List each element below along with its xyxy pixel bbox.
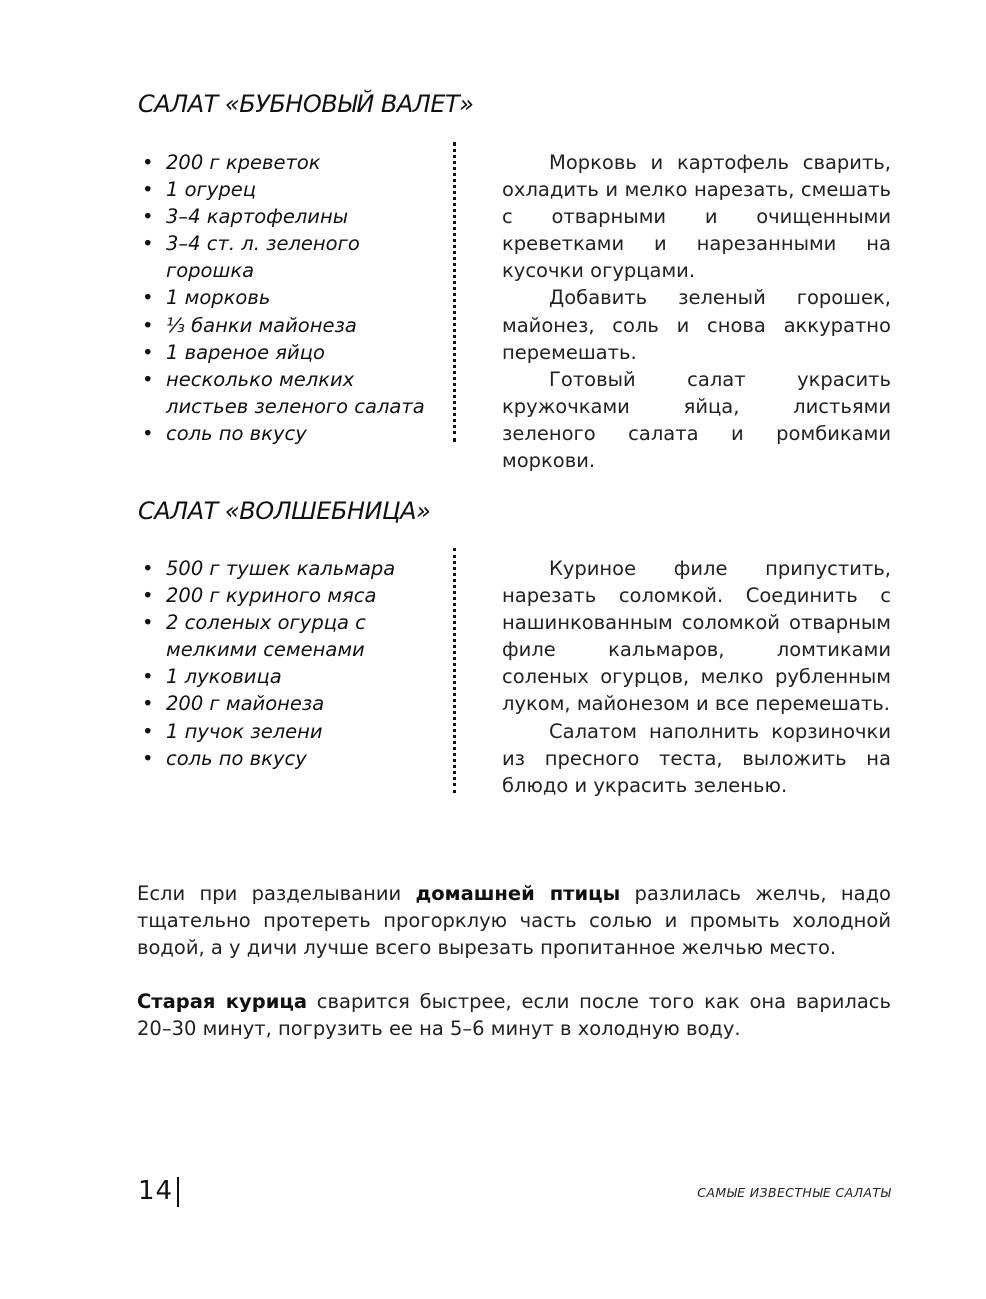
recipe-method [502,149,891,474]
tip-paragraph [137,880,891,961]
page-number: 14 [138,1176,174,1206]
dotted-divider [453,142,456,442]
ingredient-list [140,149,440,447]
tip-paragraph [137,988,891,1042]
recipe-method [502,555,891,799]
method-paragraph: Готовый салат украсить кружочками яйца, листьями зеленого салата и ромбиками моркови. [502,367,891,473]
method-paragraph: Морковь и картофель сварить, охладить и мелко нарезать, смешать с отварными и очищенными креветками и нарезанными на кусочки огурцами. [502,151,891,283]
ingredient-item: • 1 пучок зелени [140,718,440,745]
ingredient-list [140,555,440,772]
tip-text: Если при разделывании [137,882,416,905]
ingredient-item: • соль по вкусу [140,745,440,772]
ingredient-item: • 200 г креветок [140,149,440,176]
tip-keyword: Старая курица [137,990,307,1013]
page-number-separator [177,1177,179,1207]
method-paragraph: Салатом наполнить корзиночки из пресного теста, выложить на блюдо и украсить зеленью. [502,719,891,797]
ingredient-item: • 1 луковица [140,663,440,690]
tip-keyword: домашней птицы [415,882,621,905]
ingredient-item: • 1 огурец [140,176,440,203]
running-footer-title: САМЫЕ ИЗВЕСТНЫЕ САЛАТЫ [697,1185,891,1200]
ingredient-item: • 2 соленых огурца с мелкими семенами [140,609,440,663]
ingredient-item: • 1 морковь [140,284,440,311]
tip-text: разлилась желчь, надо тщательно протереть прогорклую часть солью и промыть холодной водой, а у дичи лучше всего вырезать пропитанное желчью место. [137,882,891,959]
ingredient-item: • 200 г майонеза [140,690,440,717]
recipe-title: САЛАТ «БУБНОВЫЙ ВАЛЕТ» [138,90,474,118]
recipe-title: САЛАТ «ВОЛШЕБНИЦА» [138,497,431,525]
ingredient-item: • 3–4 ст. л. зеленого горошка [140,230,440,284]
tip-text: сварится быстрее, если после того как она варилась 20–30 минут, погрузить ее на 5–6 минут в холодную воду. [137,990,891,1040]
ingredient-item: • 200 г куриного мяса [140,582,440,609]
ingredient-item: • 500 г тушек кальмара [140,555,440,582]
ingredient-item: • соль по вкусу [140,420,440,447]
ingredient-item: • несколько мелких листьев зеленого салата [140,366,440,420]
ingredient-item: • 1 вареное яйцо [140,339,440,366]
ingredient-item: • 3–4 картофелины [140,203,440,230]
ingredient-item: • ⅓ банки майонеза [140,312,440,339]
method-paragraph: Добавить зеленый горошек, майонез, соль и снова аккуратно перемешать. [502,286,891,364]
dotted-divider [453,548,456,793]
method-paragraph: Куриное филе припустить, нарезать соломкой. Соединить с нашинкованным соломкой отварным филе кальмаров, ломтиками соленых огурцов, мелко рубленным луком, майонезом и все перемешать. [502,557,891,716]
